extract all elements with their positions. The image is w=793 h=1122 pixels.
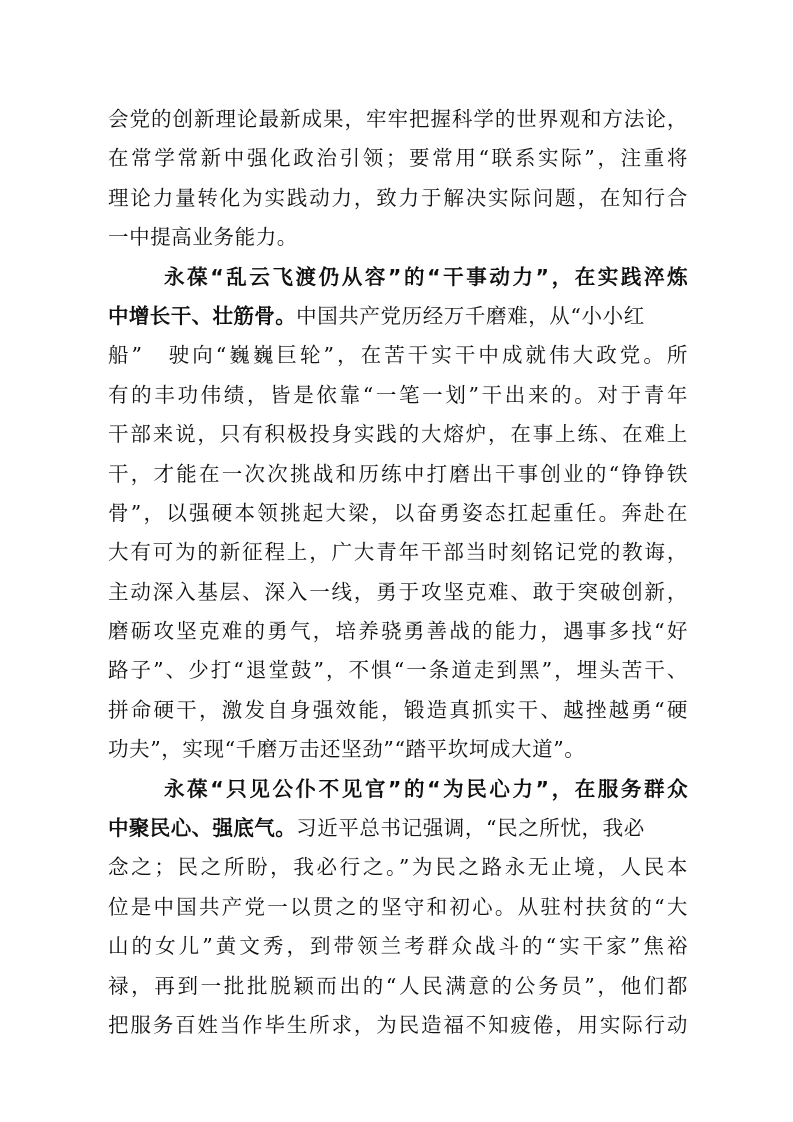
text-line: 位是中国共产党一以贯之的坚守和初心。从驻村扶贫的“大 bbox=[108, 894, 688, 919]
text-line: 拼命硬干，激发自身强效能，锻造真抓实干、越挫越勇“硬 bbox=[108, 697, 688, 722]
text-line: 干，才能在一次次挑战和历练中打磨出干事创业的“铮铮铁 bbox=[108, 461, 688, 486]
text-line: 干部来说，只有积极投身实践的大熔炉，在事上练、在难上 bbox=[108, 422, 688, 447]
text-line bbox=[108, 809, 688, 848]
text-line: 禄，再到一批批脱颖而出的“人民满意的公务员”，他们都 bbox=[108, 973, 688, 998]
text-run: 习近平总书记强调，“民之所忧，我必 bbox=[296, 816, 645, 841]
text-line: 把服务百姓当作毕生所求，为民造福不知疲倦，用实际行动 bbox=[108, 1012, 688, 1037]
section-heading-line: 永葆“只见公仆不见官”的“为民心力”，在服务群众 bbox=[164, 776, 688, 801]
text-line: 路子”、少打“退堂鼓”，不惧“一条道走到黑”，埋头苦干、 bbox=[108, 658, 688, 683]
text-run: 中国共产党历经万千磨难，从“小小红 bbox=[296, 303, 645, 328]
text-line: 大有可为的新征程上，广大青年干部当时刻铭记党的教诲， bbox=[108, 540, 688, 565]
text-line: 磨砺攻坚克难的勇气，培养骁勇善战的能力，遇事多找“好 bbox=[108, 619, 688, 644]
text-line: 有的丰功伟绩，皆是依靠“一笔一划”干出来的。对于青年 bbox=[108, 382, 688, 407]
text-line: 念之；民之所盼，我必行之。”为民之路永无止境，人民本 bbox=[108, 855, 688, 880]
document-body bbox=[108, 100, 688, 1045]
text-line: 船” 驶向“巍巍巨轮”，在苦干实干中成就伟大政党。所 bbox=[108, 343, 688, 368]
text-line: 主动深入基层、深入一线，勇于攻坚克难、敢于突破创新， bbox=[108, 579, 688, 604]
section-heading-tail: 中聚民心、强底气。 bbox=[108, 816, 297, 841]
text-line: 理论力量转化为实践动力，致力于解决实际问题，在知行合 bbox=[108, 185, 688, 210]
text-line: 一中提高业务能力。 bbox=[108, 225, 298, 250]
text-line: 会党的创新理论最新成果，牢牢把握科学的世界观和方法论， bbox=[108, 107, 688, 131]
section-heading-line: 永葆“乱云飞渡仍从容”的“干事动力”，在实践淬炼 bbox=[164, 264, 688, 289]
text-line: 山的女儿”黄文秀，到带领兰考群众战斗的“实干家”焦裕 bbox=[108, 934, 688, 959]
text-line: 在常学常新中强化政治引领；要常用“联系实际”，注重将 bbox=[108, 146, 688, 171]
text-line: 骨”，以强硬本领挑起大梁，以奋勇姿态扛起重任。奔赴在 bbox=[108, 500, 688, 525]
text-line bbox=[108, 297, 688, 336]
section-heading-tail: 中增长干、壮筋骨。 bbox=[108, 303, 297, 328]
text-line: 功夫”，实现“千磨万击还坚劲”“踏平坎坷成大道”。 bbox=[108, 737, 586, 762]
